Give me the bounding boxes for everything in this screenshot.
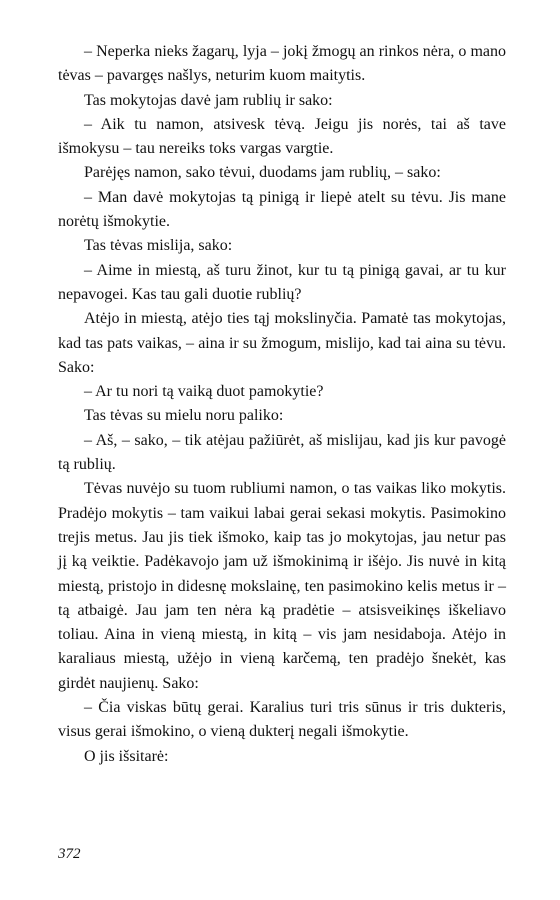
paragraph: – Čia viskas būtų gerai. Karalius turi tris sūnus ir tris dukteris, visus gerai išmokino, o vieną dukterį negali išmokytie. xyxy=(58,699,506,741)
paragraph: Tėvas nuvėjo su tuom rubliumi namon, o tas vaikas liko mokytis. Pradėjo mokytis – tam vaikui labai gerai sekasi mokytis. Pasimokino trejis metus. Jau jis tiek išmoko, kaip tas jo mokytojas, jau netur pas jį ką veiktie. Padėkavojo jam už išmokinimą ir išėjo. Jis nuvė in kitą miestą, pristojo in didesnę mokslainę, ten pasimokino kelis metus ir – tą atbaigė. Jau jam ten nėra ką pradėtie – atsisveikinęs iškeliavo toliau. Aina in vieną miestą, in kitą – vis jam nesidaboja. Atėjo in karaliaus miestą, užėjo in vieną karčemą, ten pradėjo šnekėt, kas girdėt naujienų. Sako: xyxy=(58,480,506,692)
paragraph: O jis išsitarė: xyxy=(84,747,169,765)
paragraph: Parėjęs namon, sako tėvui, duodams jam rublių, – sako: xyxy=(84,164,441,182)
paragraph: Atėjo in miestą, atėjo ties tąj mokslinyčia. Pamatė tas mokytojas, kad tas pats vaikas, – aina ir su žmogum, mislijo, kad tai aina su tėvu. Sako: xyxy=(58,310,506,376)
paragraph: Tas mokytojas davė jam rublių ir sako: xyxy=(84,91,333,109)
paragraph: – Ar tu nori tą vaiką duot pamokytie? xyxy=(84,383,324,401)
paragraph: Tas tėvas su mielu noru paliko: xyxy=(84,407,284,425)
paragraph: – Aš, – sako, – tik atėjau pažiūrėt, aš mislijau, kad jis kur pavogė tą rublių. xyxy=(58,431,506,474)
page-number: 372 xyxy=(58,846,81,862)
paragraph: – Aik tu namon, atsivesk tėvą. Jeigu jis norės, tai aš tave išmokysu – tau nereiks toks vargas vargtie. xyxy=(58,115,506,158)
body-text xyxy=(58,40,506,769)
paragraph: – Man davė mokytojas tą pinigą ir liepė atelt su tėvu. Jis mane norėtų išmokytie. xyxy=(58,188,506,231)
paragraph: – Neperka nieks žagarų, lyja – jokį žmogų an rinkos nėra, o mano tėvas – pavargęs našlys, neturim kuom maitytis. xyxy=(58,43,506,85)
paragraph: Tas tėvas mislija, sako: xyxy=(84,237,233,255)
paragraph: – Aime in miestą, aš turu žinot, kur tu tą pinigą gavai, ar tu kur nepavogei. Kas tau gali duotie rublių? xyxy=(58,261,506,303)
